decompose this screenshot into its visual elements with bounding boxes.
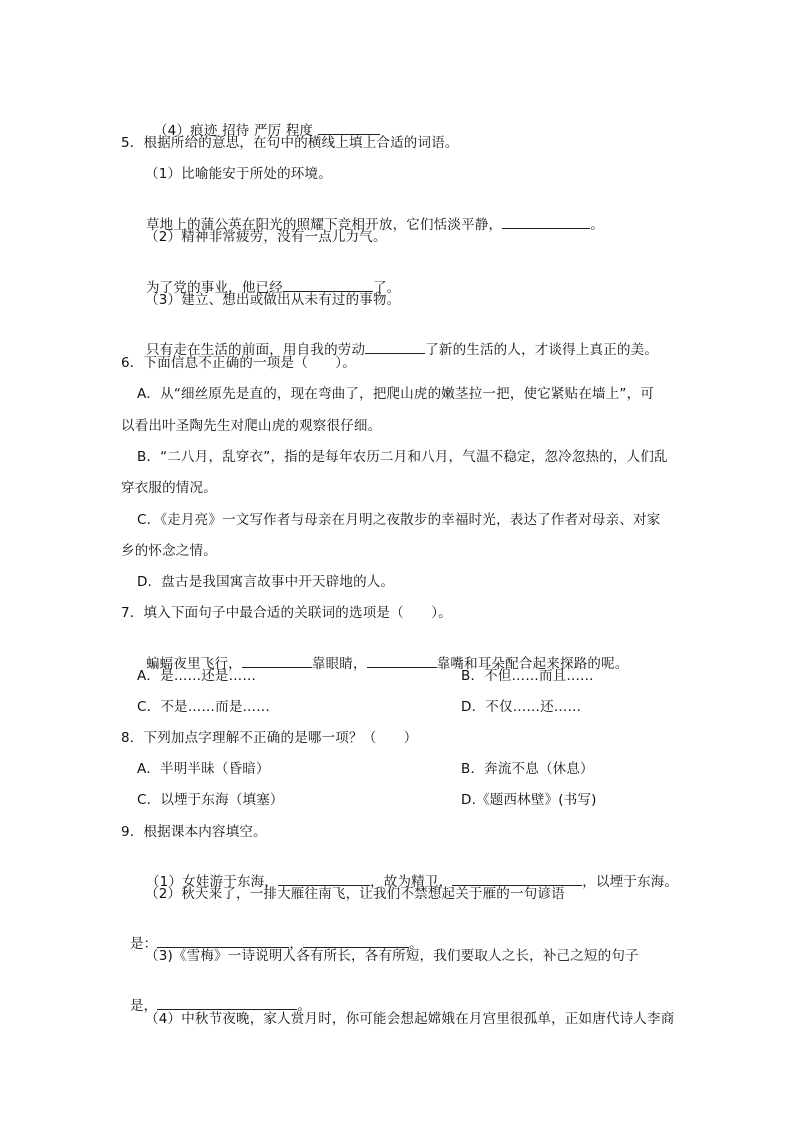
q5-sub2-text-a: 为了党的事业，他已经: [145, 280, 283, 296]
q5-sub1-hint: （1）比喻能安于所处的环境。: [145, 166, 332, 182]
q9-s2-end: 。: [409, 936, 423, 952]
q6-option-b-line2: 穿衣服的情况。: [121, 480, 217, 496]
answer-blank[interactable]: [303, 934, 409, 948]
q9-s1-text-a: （1）女娃游于东海，: [145, 874, 279, 890]
answer-blank[interactable]: [283, 278, 373, 292]
q6-option-c-line1: C．《走月亮》一文写作者与母亲在月明之夜散步的幸福时光，表达了作者对母亲、对家: [137, 512, 661, 528]
q6-option-a-line1: A．从“细丝原先是直的，现在弯曲了，把爬山虎的嫩茎拉一把，使它紧贴在墙上”，可: [137, 386, 655, 402]
q9-s3-end: 。: [297, 998, 312, 1014]
q6-title: 6．下面信息不正确的一项是（ ）。: [121, 355, 356, 371]
answer-blank[interactable]: [157, 996, 297, 1010]
q6-option-d: D．盘古是我国寓言故事中开天辟地的人。: [137, 574, 395, 590]
q8-option-d[interactable]: D.《题西林壁》(书写): [461, 792, 597, 808]
q6-option-c-line2: 乡的怀念之情。: [121, 543, 217, 559]
answer-blank[interactable]: [502, 215, 590, 229]
answer-blank[interactable]: [365, 340, 425, 354]
q7-title: 7．填入下面句子中最合适的关联词的选项是（ ）。: [121, 605, 452, 621]
q7-text-b: 靠眼睛，: [311, 656, 367, 672]
answer-blank[interactable]: [318, 121, 380, 135]
q9-s3-line1: （3)《雪梅》一诗说明人各有所长，各有所短，我们要取人之长，补己之短的句子: [145, 948, 639, 964]
q9-s1-text-b: ，故为精卫，: [370, 874, 453, 890]
q7-text-a: 蝙蝠夜里飞行，: [145, 656, 242, 672]
q9-title: 9．根据课本内容填空。: [121, 824, 267, 840]
q4-item4-text: （4）痕迹 招待 严厉 程度: [153, 123, 314, 139]
answer-blank[interactable]: [452, 872, 582, 886]
q7-text-c: 靠嘴和耳朵配合起来探路的呢。: [436, 656, 629, 672]
q5-sub3-text-b: 了新的生活的人，才谈得上真正的美。: [425, 342, 659, 358]
q7-option-a[interactable]: A．是……还是……: [137, 668, 257, 684]
q7-option-c[interactable]: C．不是……而是……: [137, 699, 270, 715]
answer-blank[interactable]: [157, 934, 289, 948]
q7-option-b[interactable]: B．不但……而且……: [461, 668, 594, 684]
q9-s3-prefix: 是，: [129, 998, 158, 1014]
q9-s2-mid: ，: [289, 936, 304, 952]
q8-option-a[interactable]: A．半明半昧（昏暗）: [137, 761, 270, 777]
q9-s4-line1: （4）中秋节夜晚，家人赏月时，你可能会想起嫦娥在月宫里很孤单，正如唐代诗人李商: [145, 1011, 675, 1027]
answer-blank[interactable]: [278, 872, 370, 886]
q5-sub3-text-a: 只有走在生活的前面，用自我的劳动: [145, 342, 366, 358]
q5-sub1-text-b: 。: [590, 217, 604, 233]
q9-s1-text-c: ，以堙于东海。: [582, 874, 679, 890]
q6-option-b-line1: B．“二八月，乱穿衣”，指的是每年农历二月和八月，气温不稳定，忽冷忽热的，人们乱: [137, 449, 668, 465]
q8-title: 8．下列加点字理解不正确的是哪一项？（ ）: [121, 730, 418, 746]
q5-sub1-text-a: 草地上的蒲公英在阳光的照耀下竞相开放，它们恬淡平静，: [145, 217, 503, 233]
answer-blank[interactable]: [242, 654, 312, 668]
q9-s2-line1: （2）秋天来了，一排大雁往南飞，让我们不禁想起关于雁的一句谚语: [145, 886, 565, 902]
q8-option-b[interactable]: B．奔流不息（休息）: [461, 761, 594, 777]
q7-option-d[interactable]: D．不仅……还……: [461, 699, 582, 715]
q5-sub2-text-b: 了。: [372, 280, 401, 296]
q6-option-a-line2: 以看出叶圣陶先生对爬山虎的观察很仔细。: [121, 418, 382, 434]
q5-title: 5．根据所给的意思，在句中的横线上填上合适的词语。: [121, 135, 459, 151]
q5-sub2-hint: （2）精神非常疲劳，没有一点儿力气。: [145, 229, 387, 245]
q8-option-c[interactable]: C．以堙于东海（填塞）: [137, 792, 284, 808]
q9-s2-prefix: 是：: [129, 936, 158, 952]
answer-blank[interactable]: [367, 654, 437, 668]
q5-sub3-hint: （3）建立、想出或做出从未有过的事物。: [145, 292, 401, 308]
